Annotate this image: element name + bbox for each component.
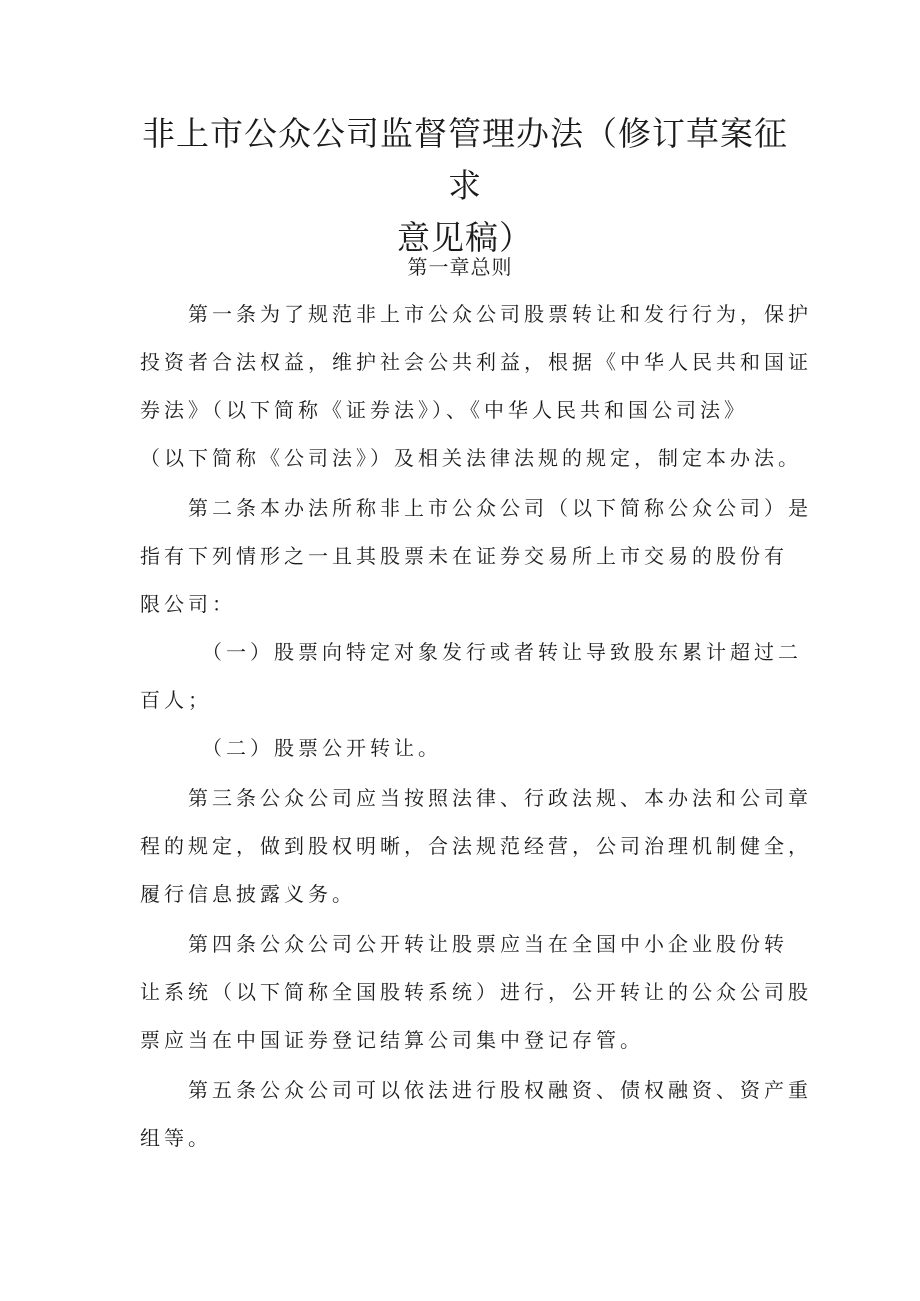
paragraph-line: 指有下列情形之一且其股票未在证券交易所上市交易的股份有 <box>140 544 788 568</box>
paragraph-line: 程的规定，做到股权明晰，合法规范经营，公司治理机制健全， <box>140 834 812 858</box>
article-4-paragraph <box>140 920 812 1064</box>
title-line-2: 意见稿） <box>397 218 533 257</box>
paragraph-line: 第三条公众公司应当按照法律、行政法规、本办法和公司章 <box>188 786 812 810</box>
paragraph-line: 第一条为了规范非上市公众公司股票转让和发行行为，保护 <box>188 302 812 326</box>
article-3-paragraph <box>140 774 812 918</box>
paragraph-line: 让系统（以下简称全国股转系统）进行，公开转让的公众公司股 <box>140 980 812 1004</box>
article-5-paragraph <box>140 1066 812 1162</box>
paragraph-line: 票应当在中国证券登记结算公司集中登记存管。 <box>140 1028 644 1052</box>
paragraph-line: （一）股票向特定对象发行或者转让导致股东累计超过二 <box>202 640 802 664</box>
title-line-1: 非上市公众公司监督管理办法（修订草案征求 <box>142 114 788 205</box>
paragraph-line: 券法》（以下简称《证券法》）、《中华人民共和国公司法》 <box>140 398 748 422</box>
paragraph-line: 履行信息披露义务。 <box>140 882 356 906</box>
paragraph-line: 第二条本办法所称非上市公众公司（以下简称公众公司）是 <box>188 496 812 520</box>
paragraph-line: （以下简称《公司法》）及相关法律法规的规定，制定本办法。 <box>140 446 802 470</box>
paragraph-line: 限公司： <box>140 592 236 616</box>
article-2-paragraph <box>140 484 812 628</box>
paragraph-line: 投资者合法权益，维护社会公共利益，根据《中华人民共和国证 <box>140 350 812 374</box>
item-2-paragraph <box>140 724 785 772</box>
article-1-paragraph <box>140 290 812 482</box>
paragraph-line: 百人； <box>140 688 212 712</box>
paragraph-line: 组等。 <box>140 1126 212 1150</box>
item-1-paragraph <box>140 628 802 724</box>
chapter-heading: 第一章总则 <box>407 255 513 279</box>
paragraph-line: 第四条公众公司公开转让股票应当在全国中小企业股份转 <box>188 932 788 956</box>
paragraph-line: （二）股票公开转让。 <box>202 736 442 760</box>
paragraph-line: 第五条公众公司可以依法进行股权融资、债权融资、资产重 <box>188 1078 812 1102</box>
document-title <box>140 108 790 264</box>
